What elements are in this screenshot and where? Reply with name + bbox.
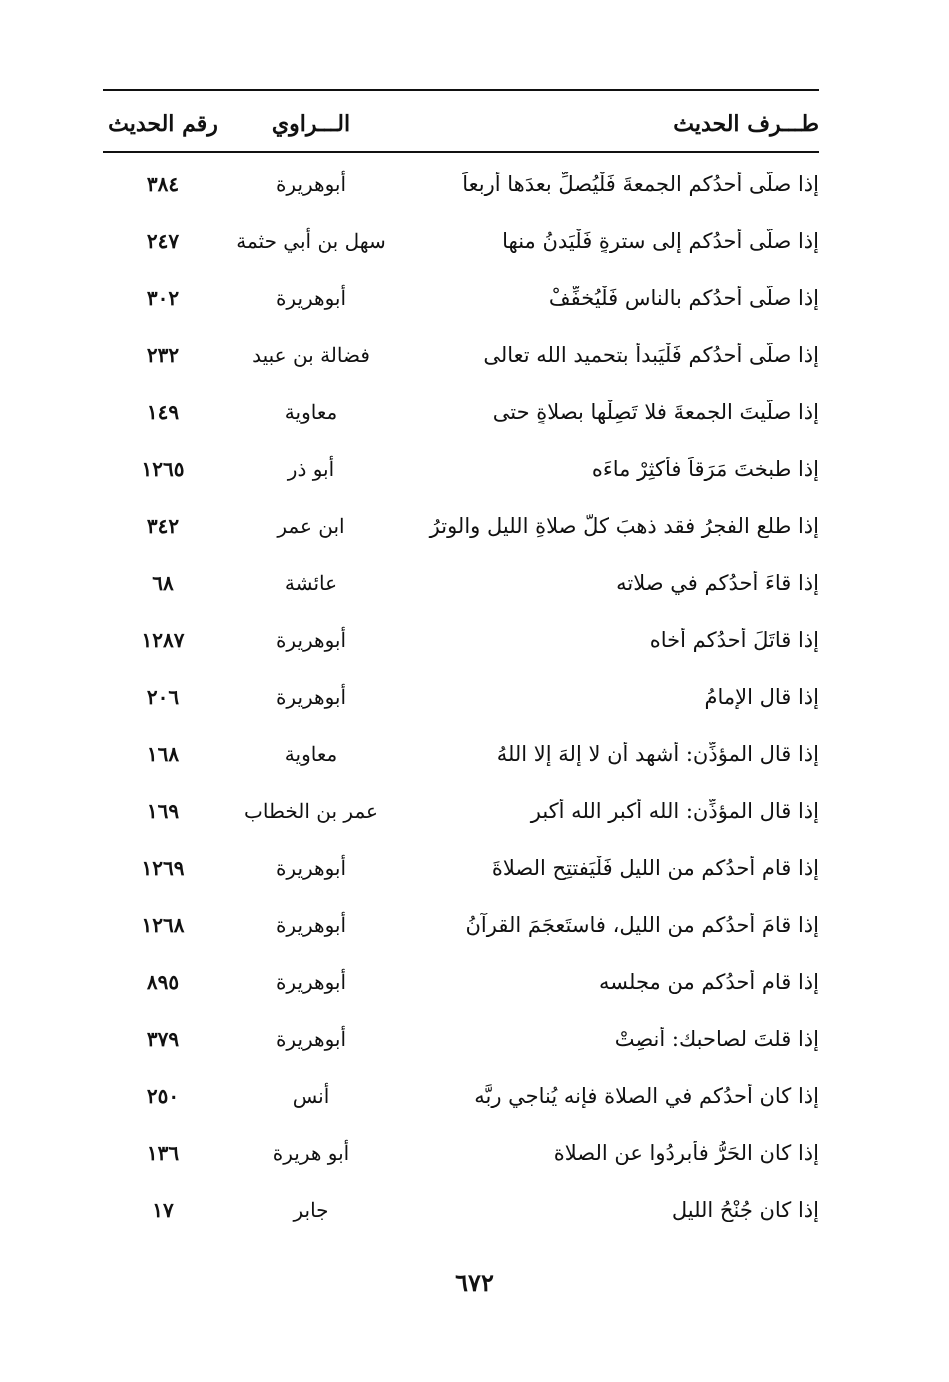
hadith-number: ١٦٨ bbox=[146, 741, 180, 766]
narrator-name: أبوهريرة bbox=[275, 171, 347, 196]
hadith-number: ١٢٦٥ bbox=[141, 456, 185, 481]
table-row bbox=[103, 383, 819, 440]
narrator-name: عائشة bbox=[284, 570, 338, 595]
hadith-number: ٣٧٩ bbox=[146, 1026, 180, 1051]
hadith-text: إذا صلَّى أحدُكم بالناس فَلْيُخفِّفْ bbox=[548, 285, 819, 310]
hadith-number: ١٢٨٧ bbox=[141, 627, 185, 652]
hadith-text: إذا قامَ أحدُكم من الليل، فاستَعجَمَ القرآنُ bbox=[465, 912, 819, 937]
hadith-text: إذا كان أحدُكم في الصلاة فإنه يُناجي ربَّه bbox=[474, 1083, 819, 1108]
header-rule bbox=[103, 151, 819, 153]
hadith-number: ١٦٩ bbox=[146, 798, 180, 823]
hadith-number: ١٧ bbox=[152, 1197, 174, 1222]
narrator-name: أبو هريرة bbox=[272, 1140, 350, 1165]
table-row bbox=[103, 212, 819, 269]
hadith-number: ٢٥٠ bbox=[146, 1083, 180, 1108]
header-number: رقم الحديث bbox=[108, 111, 218, 137]
hadith-text: إذا كان جُنْحُ الليلِ bbox=[671, 1197, 819, 1222]
table-row bbox=[103, 554, 819, 611]
hadith-number: ٢٤٧ bbox=[146, 228, 180, 253]
table-row bbox=[103, 611, 819, 668]
header-narrator: الـــراوي bbox=[271, 111, 351, 137]
narrator-name: سهل بن أبي حثمة bbox=[236, 228, 386, 253]
hadith-number: ١٤٩ bbox=[146, 399, 180, 424]
table-row bbox=[103, 497, 819, 554]
table-row bbox=[103, 725, 819, 782]
hadith-text: إذا قال الإمامُ bbox=[704, 684, 819, 709]
table-row bbox=[103, 1067, 819, 1124]
table-row bbox=[103, 440, 819, 497]
narrator-name: أبوهريرة bbox=[275, 969, 347, 994]
hadith-number: ١٣٦ bbox=[146, 1140, 180, 1165]
table-row bbox=[103, 896, 819, 953]
narrator-name: جابر bbox=[293, 1197, 329, 1222]
table-row bbox=[103, 839, 819, 896]
hadith-text: إذا قاتَلَ أحدُكم أخاه bbox=[649, 627, 819, 652]
table-row bbox=[103, 269, 819, 326]
table-row bbox=[103, 668, 819, 725]
hadith-number: ١٢٦٨ bbox=[141, 912, 185, 937]
hadith-text: إذا طبختَ مَرَقاً فأكثِرْ ماءَه bbox=[591, 456, 819, 481]
page-number: ٦٧٢ bbox=[455, 1268, 494, 1297]
hadith-text: إذا كان الحَرُّ فأَبرِدُوا عن الصلاة bbox=[553, 1140, 819, 1165]
hadith-table bbox=[103, 155, 819, 1238]
narrator-name: معاوية bbox=[284, 741, 338, 766]
hadith-number: ٢٣٢ bbox=[146, 342, 180, 367]
narrator-name: فضالة بن عبيد bbox=[252, 342, 370, 367]
table-row bbox=[103, 953, 819, 1010]
narrator-name: أبوهريرة bbox=[275, 627, 347, 652]
hadith-number: ٨٩٥ bbox=[146, 969, 180, 994]
hadith-text: إذا طلع الفجرُ فقد ذهبَ كلُّ صلاةِ الليلِ والوترُ bbox=[429, 513, 819, 538]
hadith-text: إذا صلَّى أحدُكم إلى سترةٍ فَلْيَدنُ منها bbox=[502, 228, 819, 253]
narrator-name: أبوهريرة bbox=[275, 285, 347, 310]
hadith-number: ٣٠٢ bbox=[146, 285, 180, 310]
narrator-name: أبو ذر bbox=[287, 456, 335, 481]
hadith-number: ٢٠٦ bbox=[146, 684, 180, 709]
hadith-text: إذا قال المؤذِّن: الله أكبر الله أكبر bbox=[530, 798, 819, 823]
table-row bbox=[103, 782, 819, 839]
narrator-name: أبوهريرة bbox=[275, 1026, 347, 1051]
table-row bbox=[103, 1124, 819, 1181]
hadith-text: إذا قام أحدُكم من الليل فَلْيَفتتِحِ الصلاةَ bbox=[491, 855, 819, 880]
narrator-name: أبوهريرة bbox=[275, 912, 347, 937]
hadith-text: إذا صلَّى أحدُكم فَلْيَبدأْ بتحميد الله تعالى bbox=[483, 342, 819, 367]
hadith-number: ٦٨ bbox=[152, 570, 174, 595]
table-row bbox=[103, 1181, 819, 1238]
hadith-text: إذا صلَّى أحدُكم الجمعةَ فَلْيُصلِّ بعدَها أربعاً bbox=[462, 171, 819, 196]
hadith-number: ٣٤٢ bbox=[146, 513, 180, 538]
table-row bbox=[103, 1010, 819, 1067]
table-row bbox=[103, 155, 819, 212]
narrator-name: أبوهريرة bbox=[275, 684, 347, 709]
hadith-text: إذا قاءَ أحدُكم في صلاته bbox=[616, 570, 819, 595]
table-row bbox=[103, 326, 819, 383]
narrator-name: ابن عمر bbox=[277, 513, 345, 538]
narrator-name: أنس bbox=[292, 1083, 330, 1108]
narrator-name: معاوية bbox=[284, 399, 338, 424]
hadith-text: إذا صلَّيتَ الجمعةَ فلا تَصِلْها بصلاةٍ حتى bbox=[492, 399, 819, 424]
narrator-name: عمر بن الخطاب bbox=[244, 798, 378, 823]
narrator-name: أبوهريرة bbox=[275, 855, 347, 880]
header-hadith: طـــرف الحديث bbox=[673, 111, 819, 137]
hadith-text: إذا قال المؤذِّن: أشهد أن لا إلهَ إلا اللهُ bbox=[496, 741, 819, 766]
hadith-number: ١٢٦٩ bbox=[141, 855, 185, 880]
top-rule bbox=[103, 89, 819, 91]
hadith-text: إذا قام أحدُكم من مجلسه bbox=[599, 969, 819, 994]
hadith-text: إذا قلتَ لصاحبك: أنصِتْ bbox=[614, 1026, 819, 1051]
hadith-number: ٣٨٤ bbox=[146, 171, 180, 196]
table-header bbox=[103, 104, 819, 144]
